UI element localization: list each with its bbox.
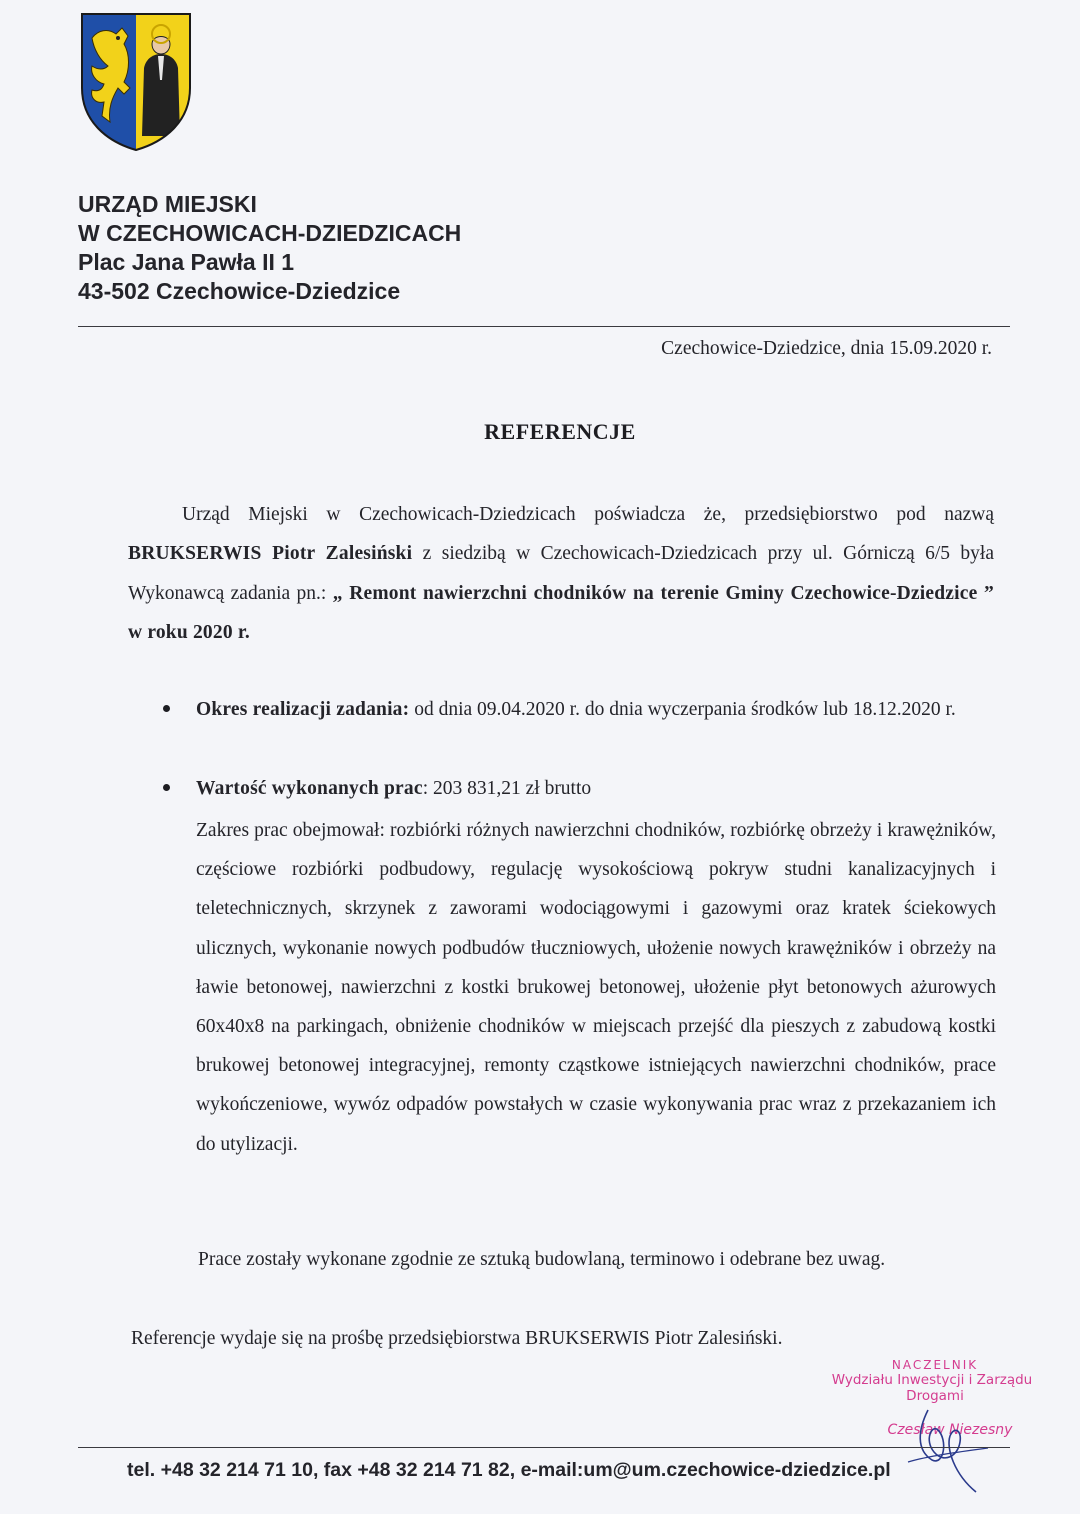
list-item-value <box>196 769 996 808</box>
stamp-title: NACZELNIK <box>891 1358 979 1372</box>
header-street: Plac Jana Pawła II 1 <box>78 249 295 275</box>
company-name: BRUKSERWIS Piotr Zalesiński <box>128 543 413 565</box>
period-label: Okres realizacji zadania: <box>196 699 410 720</box>
contact-footer: tel. +48 32 214 71 10, fax +48 32 214 71 82, e-mail:um@um.czechowice-dziedzice.pl <box>127 1459 891 1481</box>
intro-text-1: Urząd Miejski w Czechowicach-Dziedzicach poświadcza że, przedsiębiorstwo pod nazwą <box>182 504 994 525</box>
intro-text-2: z siedzibą w Czechowicach-Dziedzicach przy ul. Górniczą 6/5 była Wykonawcą zadania pn.: <box>128 543 995 604</box>
list-item-period <box>196 690 956 729</box>
task-name: „ Remont nawierzchni chodników na terenie Gminy Czechowice-Dziedzice ” w roku 2020 r. <box>128 582 994 643</box>
signature-mark <box>888 1390 1008 1500</box>
header-office-name: URZĄD MIEJSKI <box>78 191 257 217</box>
stamp-department: Wydziału Inwestycji i Zarządu <box>831 1372 1033 1388</box>
office-header <box>78 190 461 306</box>
coat-of-arms-icon <box>78 10 194 152</box>
bullet-icon <box>163 705 170 712</box>
date-line: Czechowice-Dziedzice, dnia 15.09.2020 r. <box>661 338 992 359</box>
value-amount: : 203 831,21 zł brutto <box>422 778 592 799</box>
intro-paragraph <box>128 495 994 652</box>
value-label: Wartość wykonanych prac <box>196 778 423 799</box>
document-title: REFERENCJE <box>484 419 636 444</box>
scope-paragraph: Zakres prac obejmował: rozbiórki różnych nawierzchni chodników, rozbiórkę obrzeży i krawężników, częściowe rozbiórki podbudowy, regulację wysokościową pokryw studni kanalizacyjnych i teletechnicznych, skrzynek z zaworami wodociągowymi i gazowymi oraz kratek ściekowych ulicznych, wykonanie nowych podbudów tłuczniowych, ułożenie nowych krawężników i obrzeży na ławie betonowej, nawierzchni z kostki brukowej betonowej, ułożenie płyt betonowych ażurowych 60x40x8 na parkingach, obniżenie chodników w miejscach przejść dla pieszych z zabudową kostki brukowej betonowej integracyjnej, remonty cząstkowe istniejących nawierzchni chodników, prace wykończeniowe, wywóz odpadów powstałych w czasie wykonywania prac wraz z przekazaniem ich do utylizacji. <box>196 820 996 1155</box>
period-value: od dnia 09.04.2020 r. do dnia wyczerpania środków lub 18.12.2020 r. <box>409 699 956 720</box>
closing-request: Referencje wydaje się na prośbę przedsiębiorstwa BRUKSERWIS Piotr Zalesiński. <box>131 1328 783 1349</box>
footer-divider <box>78 1447 1010 1448</box>
header-divider <box>78 326 1010 327</box>
stamp-department-2: Drogami <box>906 1388 964 1404</box>
bullet-icon <box>163 784 170 791</box>
stamp-signatory: Czesław Niezesny <box>887 1422 1013 1438</box>
closing-statement: Prace zostały wykonane zgodnie ze sztuką budowlaną, terminowo i odebrane bez uwag. <box>198 1249 886 1270</box>
header-postal: 43-502 Czechowice-Dziedzice <box>78 278 401 304</box>
header-office-city: W CZECHOWICACH-DZIEDZICACH <box>78 220 462 246</box>
